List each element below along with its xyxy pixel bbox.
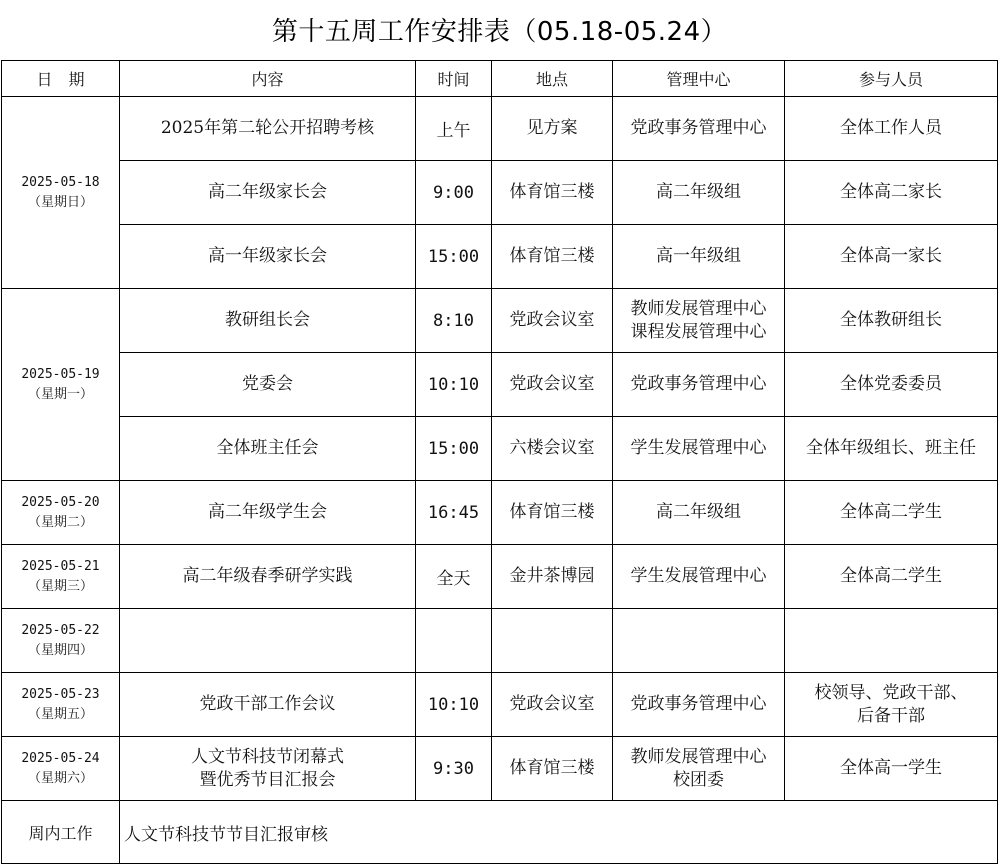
content-line: 高二年级春季研学实践 (182, 566, 353, 586)
participants-line: 全体党委委员 (840, 374, 942, 394)
participants-line: 校领导、党政干部、 (814, 682, 968, 703)
time-cell: 全天 (416, 545, 492, 609)
content-cell (120, 609, 416, 673)
content-line: 人文节科技节闭幕式 (191, 746, 344, 767)
participants-cell (785, 161, 998, 225)
header-date: 日 期 (2, 61, 120, 97)
table-row (2, 97, 998, 161)
place-cell (492, 609, 613, 673)
center-line: 学生发展管理中心 (630, 566, 767, 586)
header-content: 内容 (120, 61, 416, 97)
center-cell (613, 545, 785, 609)
place-cell: 党政会议室 (492, 289, 613, 353)
time-cell: 15:00 (416, 417, 492, 481)
place-cell: 党政会议室 (492, 353, 613, 417)
place-cell: 体育馆三楼 (492, 225, 613, 289)
participants-line: 全体高二家长 (840, 182, 942, 202)
time-cell: 15:00 (416, 225, 492, 289)
content-cell (120, 97, 416, 161)
content-line: 教研组长会 (225, 310, 310, 330)
weekday-text: （星期六） (27, 770, 93, 786)
content-cell (120, 673, 416, 737)
center-line: 校团委 (673, 769, 724, 790)
participants-cell (785, 97, 998, 161)
center-line: 高二年级组 (656, 502, 741, 522)
participants-cell (785, 289, 998, 353)
participants-cell (785, 417, 998, 481)
center-cell (613, 417, 785, 481)
date-text: 2025-05-21 (21, 558, 100, 574)
date-cell (2, 609, 120, 673)
table-row (2, 225, 998, 289)
date-text: 2025-05-19 (21, 366, 100, 382)
center-cell (613, 97, 785, 161)
weekday-text: （星期三） (27, 578, 93, 594)
content-line: 2025年第二轮公开招聘考核 (160, 118, 375, 138)
weekly-content: 人文节科技节节目汇报审核 (120, 801, 998, 864)
table-row (2, 289, 998, 353)
table-row (2, 545, 998, 609)
schedule-table (1, 60, 998, 864)
weekly-row (2, 801, 998, 864)
date-cell (2, 97, 120, 289)
weekday-text: （星期五） (27, 706, 93, 722)
time-cell: 10:10 (416, 353, 492, 417)
date-cell (2, 673, 120, 737)
content-line: 高二年级家长会 (208, 182, 327, 202)
date-text: 2025-05-18 (21, 174, 100, 190)
center-line: 高一年级组 (656, 246, 741, 266)
participants-line: 全体高二学生 (840, 566, 942, 586)
time-cell: 8:10 (416, 289, 492, 353)
date-text: 2025-05-23 (21, 686, 100, 702)
participants-line: 全体高二学生 (840, 502, 942, 522)
participants-cell (785, 545, 998, 609)
content-line: 暨优秀节目汇报会 (199, 769, 336, 790)
date-text: 2025-05-22 (21, 622, 100, 638)
participants-cell (785, 353, 998, 417)
center-line: 党政事务管理中心 (630, 374, 767, 394)
table-row (2, 481, 998, 545)
page-title: 第十五周工作安排表（05.18-05.24） (271, 17, 728, 47)
header-row (2, 61, 998, 97)
center-cell (613, 481, 785, 545)
participants-cell (785, 609, 998, 673)
table-row (2, 737, 998, 801)
center-cell (613, 353, 785, 417)
weekly-label: 周内工作 (2, 801, 120, 864)
participants-line: 全体高一学生 (840, 758, 942, 778)
center-cell (613, 737, 785, 801)
weekday-text: （星期日） (27, 194, 93, 210)
content-cell (120, 481, 416, 545)
content-cell (120, 353, 416, 417)
participants-line: 全体高一家长 (840, 246, 942, 266)
weekday-text: （星期四） (27, 642, 93, 658)
center-line: 教师发展管理中心 (630, 746, 767, 767)
center-cell (613, 161, 785, 225)
header-participants: 参与人员 (785, 61, 998, 97)
participants-line: 全体教研组长 (840, 310, 942, 330)
weekday-text: （星期一） (27, 386, 93, 402)
table-row (2, 609, 998, 673)
participants-cell (785, 673, 998, 737)
center-cell (613, 609, 785, 673)
center-line: 课程发展管理中心 (630, 321, 767, 342)
participants-cell (785, 737, 998, 801)
time-cell: 10:10 (416, 673, 492, 737)
place-cell: 见方案 (492, 97, 613, 161)
place-cell: 体育馆三楼 (492, 481, 613, 545)
date-cell (2, 481, 120, 545)
center-cell (613, 289, 785, 353)
time-cell: 16:45 (416, 481, 492, 545)
content-cell (120, 417, 416, 481)
center-line: 党政事务管理中心 (630, 694, 767, 714)
table-row (2, 353, 998, 417)
table-row (2, 161, 998, 225)
center-cell (613, 225, 785, 289)
place-cell: 党政会议室 (492, 673, 613, 737)
content-cell (120, 737, 416, 801)
participants-cell (785, 481, 998, 545)
content-line: 党委会 (242, 374, 293, 394)
schedule-body (2, 97, 998, 801)
center-cell (613, 673, 785, 737)
time-cell (416, 609, 492, 673)
place-cell: 体育馆三楼 (492, 737, 613, 801)
time-cell: 上午 (416, 97, 492, 161)
center-line: 教师发展管理中心 (630, 298, 767, 319)
date-cell (2, 289, 120, 481)
place-cell: 体育馆三楼 (492, 161, 613, 225)
place-cell: 金井茶博园 (492, 545, 613, 609)
table-row (2, 673, 998, 737)
content-cell (120, 225, 416, 289)
center-line: 高二年级组 (656, 182, 741, 202)
content-line: 全体班主任会 (216, 438, 319, 458)
content-cell (120, 545, 416, 609)
place-cell: 六楼会议室 (492, 417, 613, 481)
table-row (2, 417, 998, 481)
center-line: 党政事务管理中心 (630, 118, 767, 138)
header-place: 地点 (492, 61, 613, 97)
participants-line: 后备干部 (857, 705, 925, 726)
participants-line: 全体年级组长、班主任 (806, 438, 976, 458)
date-cell (2, 737, 120, 801)
participants-line: 全体工作人员 (840, 118, 942, 138)
content-line: 高二年级学生会 (208, 502, 327, 522)
date-text: 2025-05-24 (21, 750, 100, 766)
content-line: 高一年级家长会 (208, 246, 327, 266)
content-cell (120, 289, 416, 353)
header-time: 时间 (416, 61, 492, 97)
content-cell (120, 161, 416, 225)
date-cell (2, 545, 120, 609)
center-line: 学生发展管理中心 (630, 438, 767, 458)
participants-cell (785, 225, 998, 289)
time-cell: 9:00 (416, 161, 492, 225)
weekday-text: （星期二） (27, 514, 93, 530)
header-center: 管理中心 (613, 61, 785, 97)
time-cell: 9:30 (416, 737, 492, 801)
content-line: 党政干部工作会议 (199, 694, 336, 714)
date-text: 2025-05-20 (21, 494, 100, 510)
